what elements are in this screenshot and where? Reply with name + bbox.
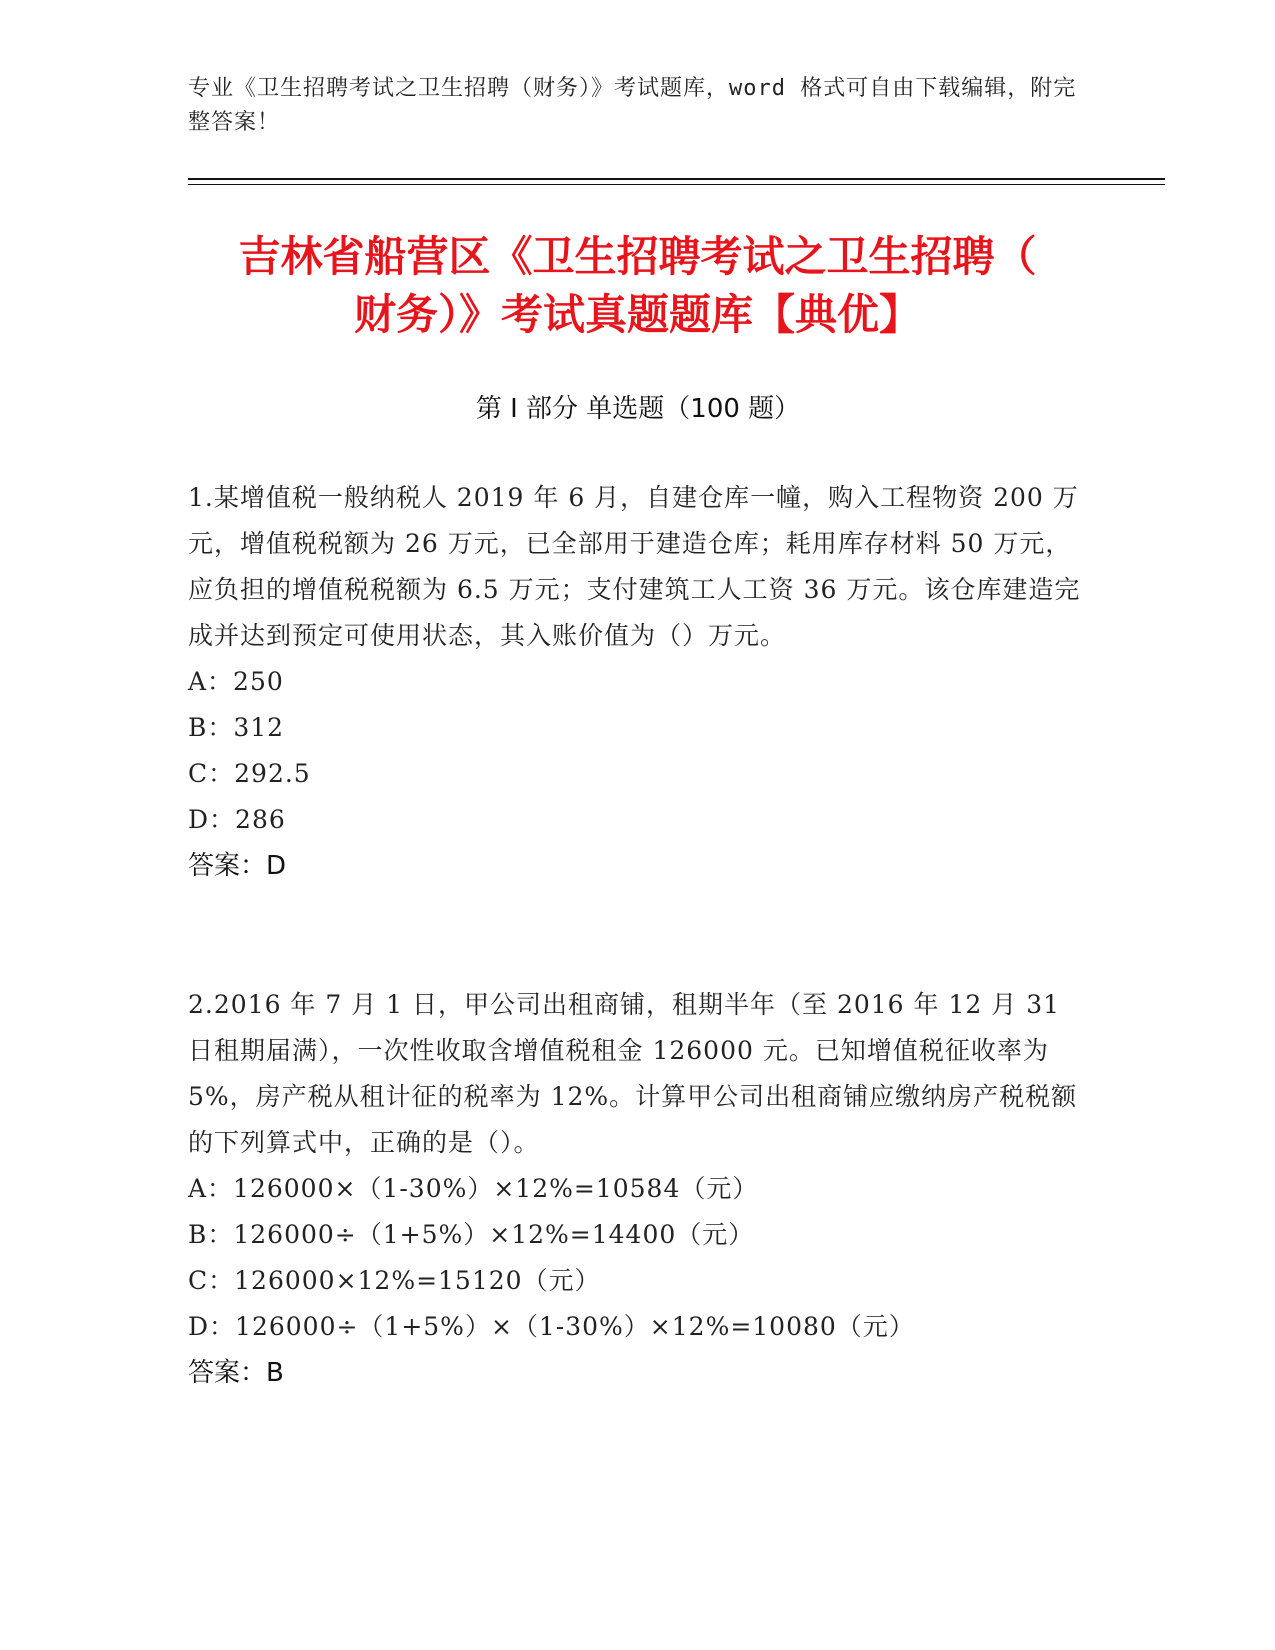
answer-line: 答案：D: [188, 851, 287, 881]
option-c: C：292.5: [188, 759, 311, 788]
page-header-note: 专业《卫生招聘考试之卫生招聘（财务）》考试题库，word 格式可自由下载编辑，附完整答案！: [188, 76, 1077, 135]
option-c: C：126000×12%=15120（元）: [188, 1266, 601, 1295]
section-heading: 第 I 部分 单选题（100 题）: [475, 394, 801, 424]
option-b: B：126000÷（1+5%）×12%=14400（元）: [188, 1220, 755, 1249]
title-line-1: 吉林省船营区《卫生招聘考试之卫生招聘（: [238, 232, 1037, 281]
option-a: A：126000×（1-30%）×12%=10584（元）: [188, 1174, 759, 1203]
answer-line: 答案：B: [188, 1358, 284, 1388]
question-stem: 2.2016 年 7 月 1 日，甲公司出租商铺，租期半年（至 2016 年 12 月 31 日租期届满），一次性收取含增值税租金 126000 元。已知增值税征收率为 5%，房产税从租计征的税率为 12%。计算甲公司出租商铺应缴纳房产税税额的下列算式中，正确的是（）。: [188, 990, 1078, 1157]
question-2: [188, 982, 1088, 1396]
header-divider-thick: [188, 178, 1165, 180]
title-line-2: 财务）》考试真题题库【典优】: [353, 290, 921, 339]
option-d: D：126000÷（1+5%）×（1-30%）×12%=10080（元）: [188, 1312, 915, 1341]
option-b: B：312: [188, 713, 285, 742]
option-a: A：250: [188, 667, 284, 696]
question-1: [188, 475, 1088, 889]
question-stem: 1.某增值税一般纳税人 2019 年 6 月，自建仓库一幢，购入工程物资 200 万元，增值税税额为 26 万元，已全部用于建造仓库；耗用库存材料 50 万元，应负担的增值税税额为 6.5 万元；支付建筑工人工资 36 万元。该仓库建造完成并达到预定可使用状态，其入账价值为（）万元。: [188, 483, 1081, 650]
document-title: [160, 228, 1115, 344]
header-divider-thin: [188, 184, 1165, 185]
option-d: D：286: [188, 805, 286, 834]
